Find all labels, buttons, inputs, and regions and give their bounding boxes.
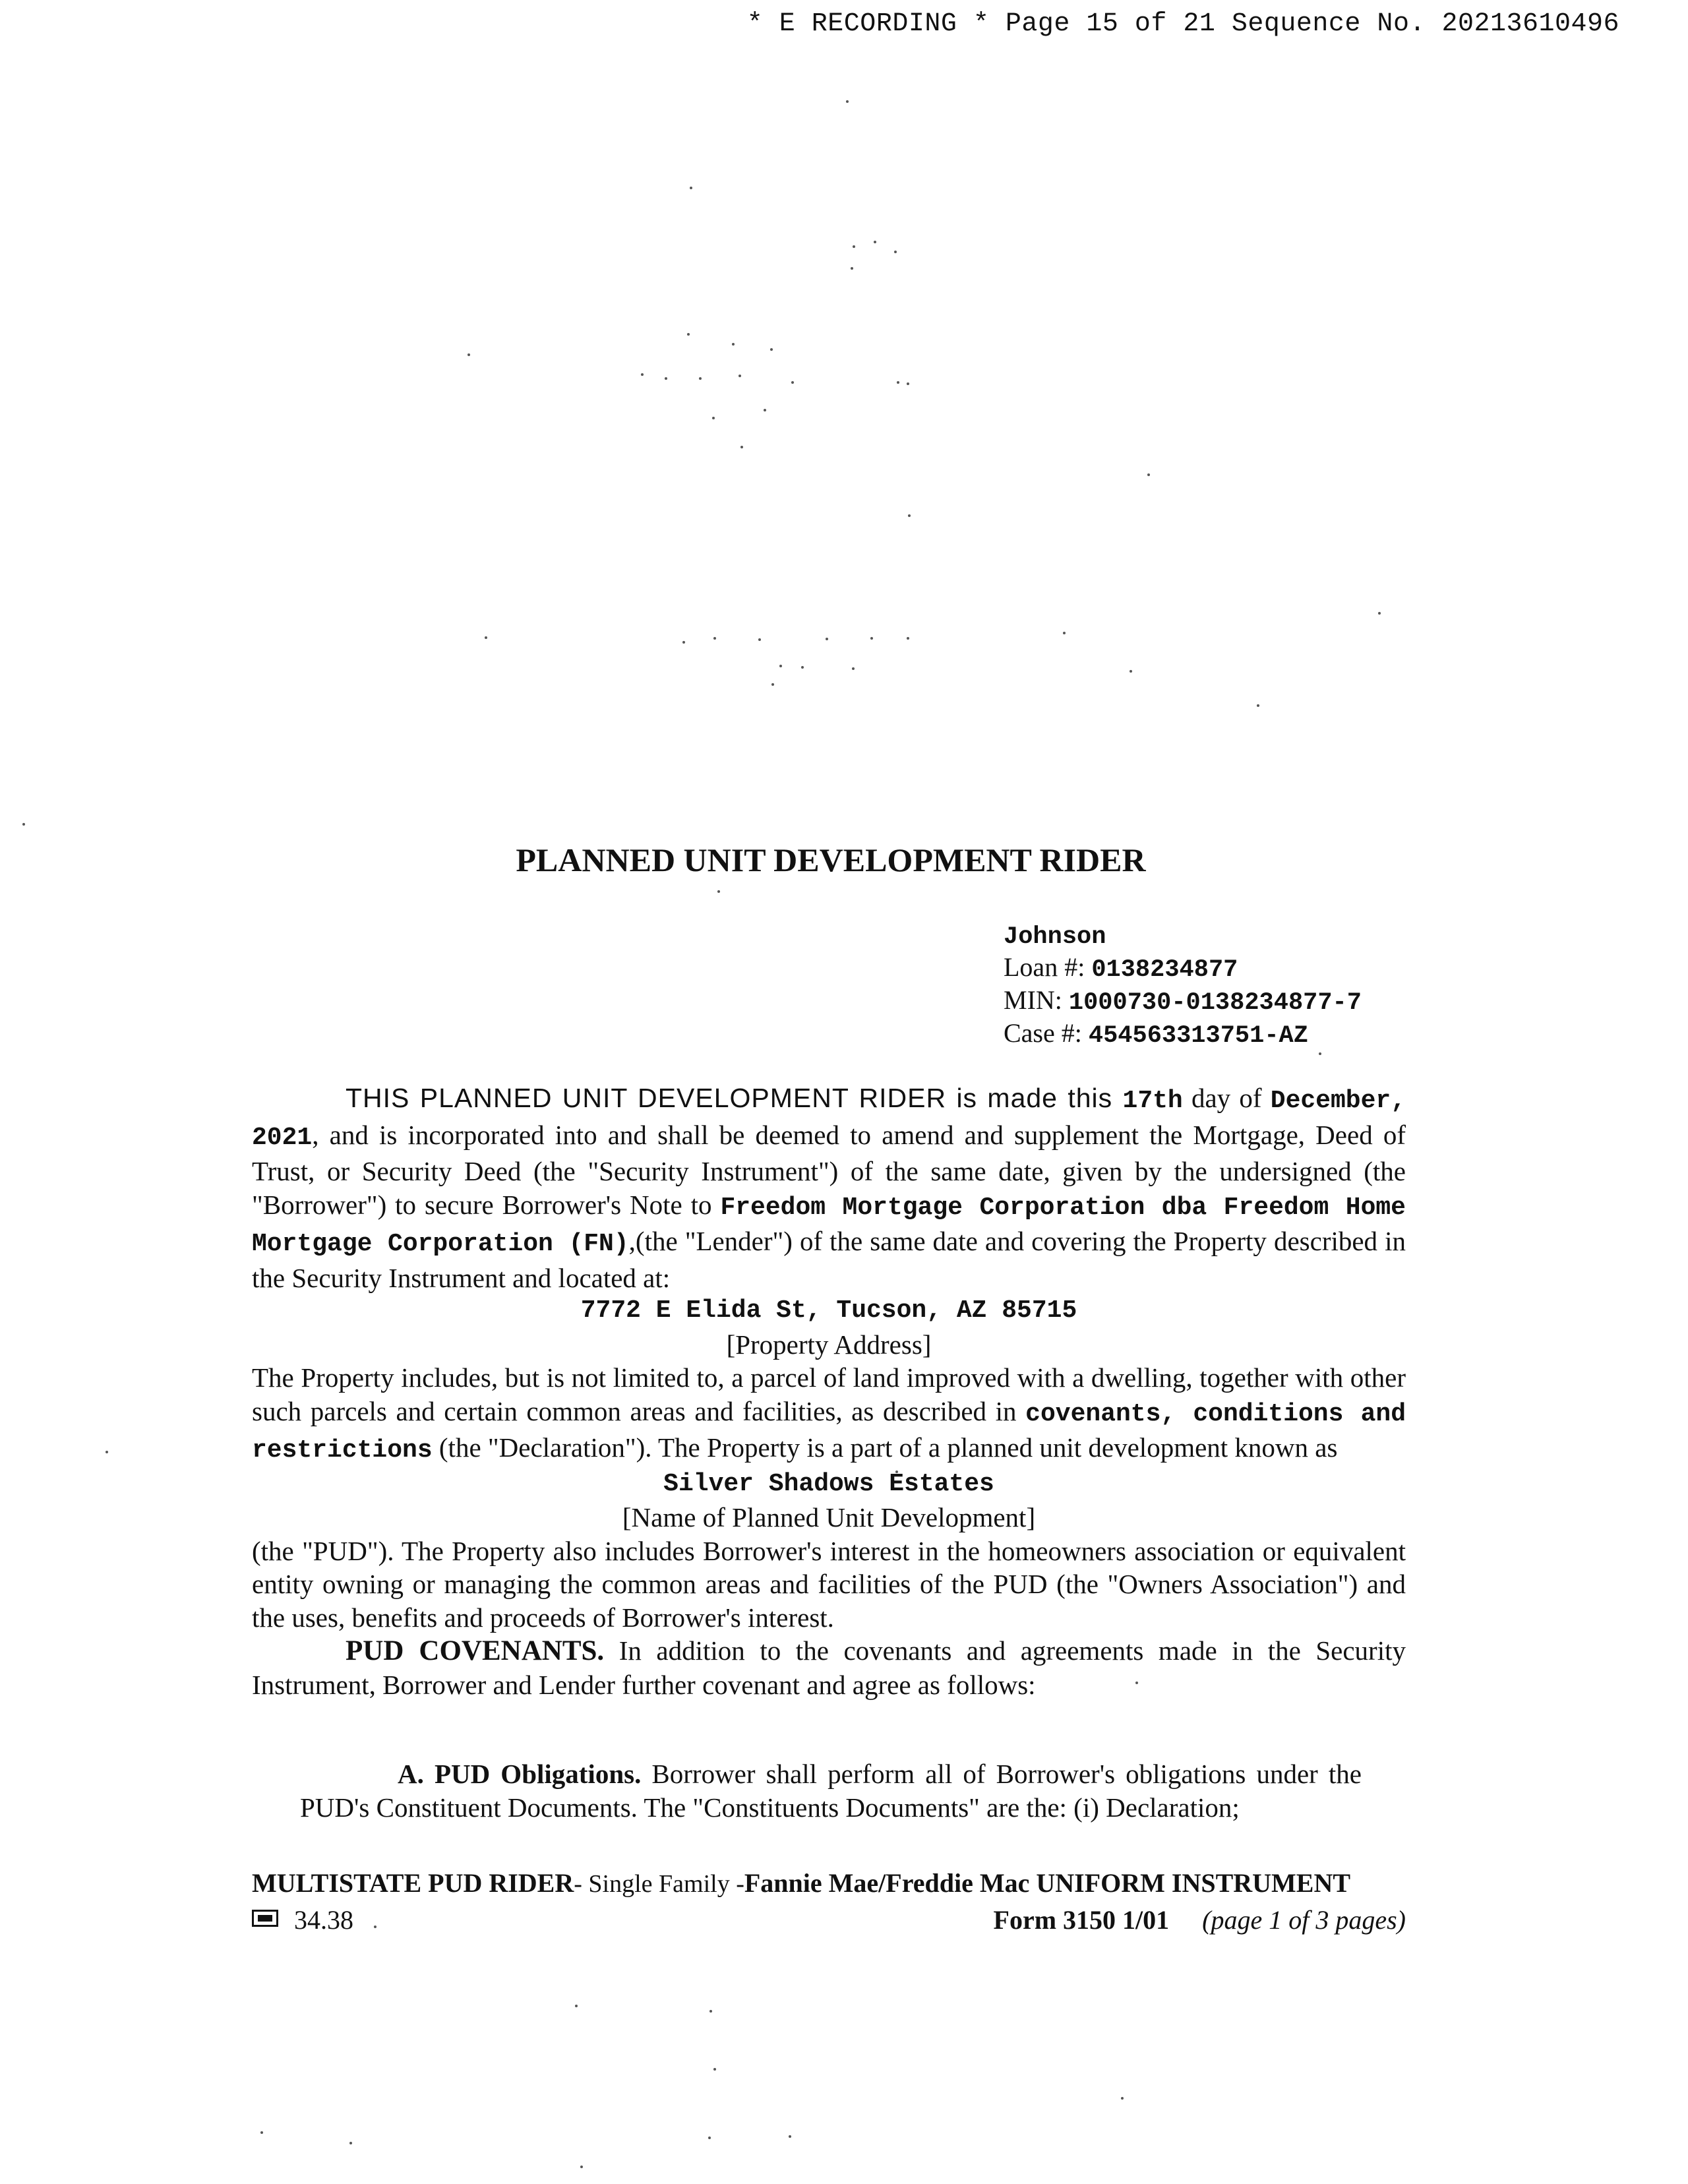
pud-name-caption: [Name of Planned Unit Development] [622,1502,1036,1532]
intro-text-4: ,(the "Lender") of the same date and covering the Property described in the Security Instrument and located at: [252,1226,1406,1293]
intro-text-2: day of [1182,1083,1271,1113]
document-title: PLANNED UNIT DEVELOPMENT RIDER [516,841,1146,878]
min-number-line [1004,985,1362,1018]
loan-number-line [1004,952,1362,985]
property-address: 7772 E Elida St, Tucson, AZ 85715 [580,1296,1077,1325]
obligations-paragraph [300,1757,1362,1824]
rider-month-year: December, 2021 [252,1087,1406,1152]
form-id [994,1904,1406,1935]
covenants-heading: PUD COVENANTS. [346,1635,605,1666]
loan-identifiers [1004,922,1362,1051]
footer-form-line [252,1904,1406,1937]
loan-number-label: Loan #: [1004,952,1085,982]
pud-name: Silver Shadows Estates [663,1469,994,1498]
page-info: (page 1 of 3 pages) [1202,1905,1406,1935]
intro-text-3: , and is incorporated into and shall be deemed to amend and supplement the Mortgage, Deed of Trust, or Security Deed (the "Security Instrument") of the same date, given by the undersigned (the "Borrower") to secure Borrower's Note to [252,1119,1406,1220]
property-text-1: The Property includes, but is not limited to, a parcel of land improved with a dwelling, together with other such parcels and certain common areas and facilities, as described in [252,1362,1406,1426]
property-address-caption: [Property Address] [726,1329,932,1360]
intro-text-1: THIS PLANNED UNIT DEVELOPMENT RIDER is made this [346,1083,1123,1113]
property-paragraph [252,1361,1406,1468]
cx-logo-icon [252,1910,278,1927]
form-code: 34.38 [294,1905,353,1935]
borrower-name: Johnson [1004,923,1106,951]
rider-body [252,1081,1406,1701]
rider-day: 17th [1122,1087,1183,1115]
covenants-text: In addition to the covenants and agreements made in the Security Instrument, Borrower and Lender further covenant and agree as follows: [252,1635,1406,1700]
footer-rider-name: MULTISTATE PUD RIDER [252,1868,574,1898]
lender-name: Freedom Mortgage Corporation dba Freedom Home Mortgage Corporation (FN) [252,1193,1406,1258]
obligations-text: Borrower shall perform all of Borrower's obligations under the PUD's Constituent Documents. The "Constituents Documents" are the: (i) Declaration; [300,1759,1362,1823]
property-text-2: (the "Declaration"). The Property is a part of a planned unit development known as [432,1432,1338,1463]
covenants-paragraph [252,1634,1406,1701]
case-number-label: Case #: [1004,1018,1082,1048]
case-number: 454563313751-AZ [1088,1022,1308,1050]
pud-obligations-section [300,1757,1362,1824]
obligations-heading: A. PUD Obligations. [398,1759,642,1789]
footer-instrument-line [252,1867,1350,1898]
form-number: Form 3150 1/01 [993,1905,1170,1935]
case-number-line [1004,1018,1362,1051]
footer-family-type: - Single Family - [574,1870,744,1898]
min-number: 1000730-0138234877-7 [1068,989,1362,1017]
recording-header: * E RECORDING * Page 15 of 21 Sequence No. 20213610496 [746,9,1619,39]
pud-paragraph: (the "PUD"). The Property also includes Borrower's interest in the homeowners association or equivalent entity owning or managing the common areas and facilities of the PUD (the "Owners Association") and the uses, benefits and proceeds of Borrower's interest. [252,1535,1406,1633]
loan-number: 0138234877 [1091,956,1238,984]
footer-uniform-instrument: Fannie Mae/Freddie Mac UNIFORM INSTRUMENT [744,1868,1351,1898]
min-number-label: MIN: [1004,985,1062,1015]
declaration-reference: covenants, conditions and restrictions [252,1399,1406,1465]
intro-paragraph [252,1081,1406,1294]
